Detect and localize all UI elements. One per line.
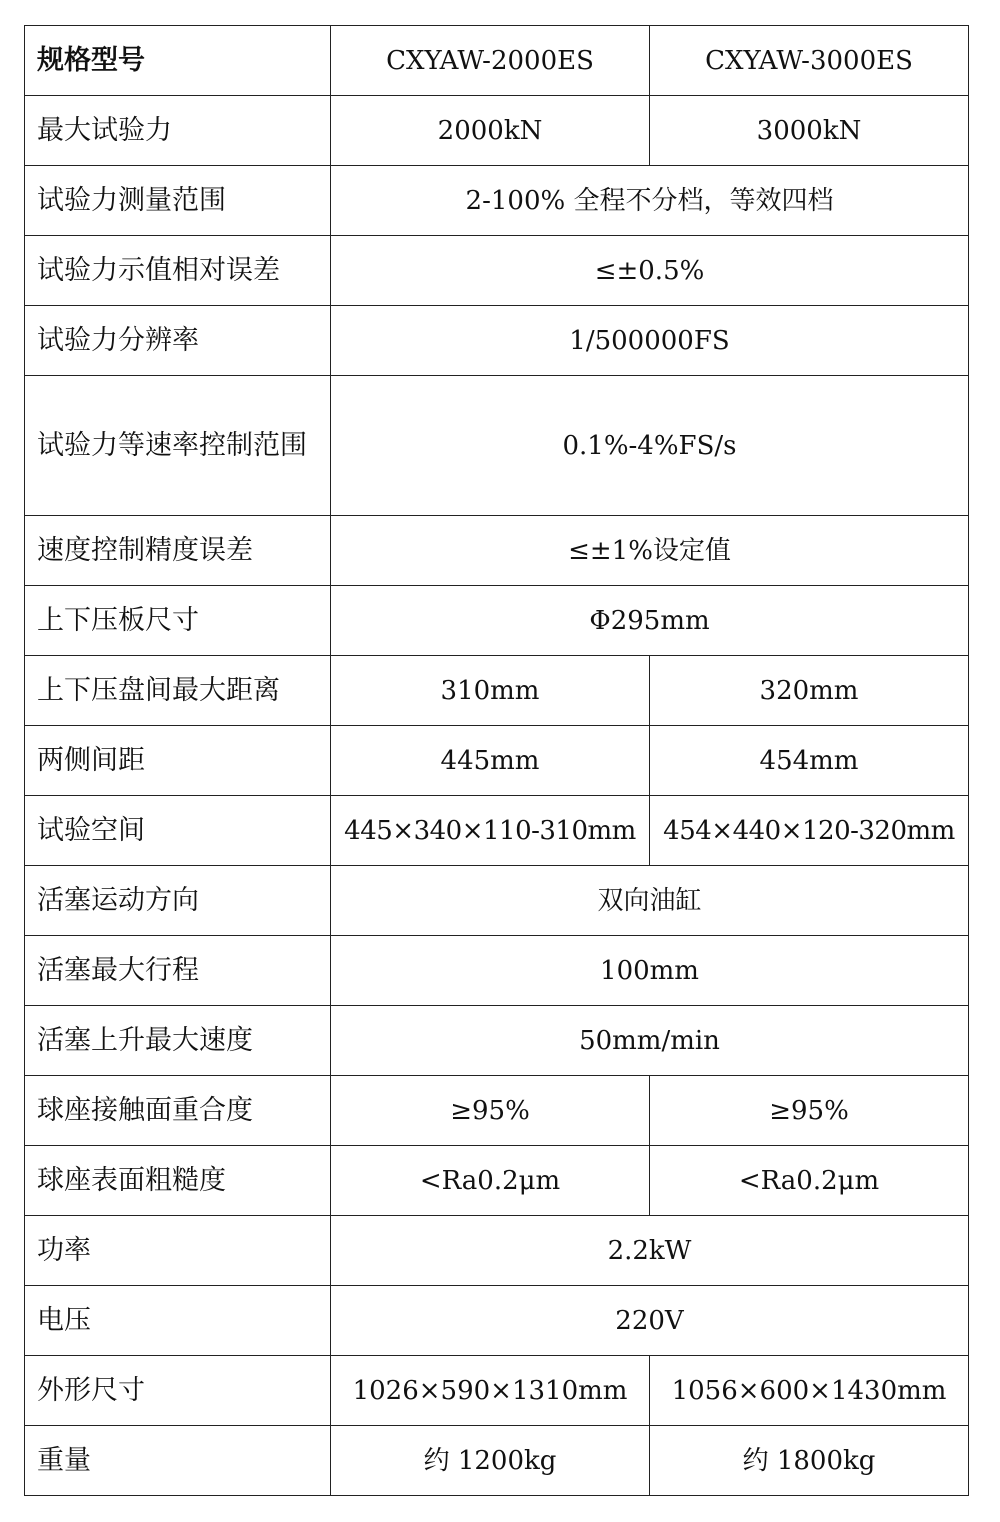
spec-label: 活塞上升最大速度: [25, 1006, 331, 1076]
spec-row: [25, 936, 969, 1006]
spec-value: 双向油缸: [331, 866, 969, 936]
spec-value: 220V: [331, 1286, 969, 1356]
model-name-1: CXYAW-2000ES: [331, 26, 650, 96]
header-label: 规格型号: [25, 26, 331, 96]
spec-row: [25, 866, 969, 936]
spec-value-model-1: <Ra0.2μm: [331, 1146, 650, 1216]
spec-label: 外形尺寸: [25, 1356, 331, 1426]
spec-label: 试验力分辨率: [25, 306, 331, 376]
spec-value: ≤±1%设定值: [331, 516, 969, 586]
spec-label: 上下压盘间最大距离: [25, 656, 331, 726]
spec-value-model-2: 454×440×120-320mm: [650, 796, 969, 866]
spec-value-model-2: 454mm: [650, 726, 969, 796]
spec-value-model-2: 约 1800kg: [650, 1426, 969, 1496]
spec-value-model-2: ≥95%: [650, 1076, 969, 1146]
spec-value-model-1: 约 1200kg: [331, 1426, 650, 1496]
spec-value-model-1: 2000kN: [331, 96, 650, 166]
spec-row: [25, 236, 969, 306]
spec-row: [25, 166, 969, 236]
spec-label: 球座表面粗糙度: [25, 1146, 331, 1216]
spec-value: Φ295mm: [331, 586, 969, 656]
spec-label: 两侧间距: [25, 726, 331, 796]
spec-value-model-2: 320mm: [650, 656, 969, 726]
spec-value-model-2: 1056×600×1430mm: [650, 1356, 969, 1426]
spec-value: 50mm/min: [331, 1006, 969, 1076]
spec-value-model-2: 3000kN: [650, 96, 969, 166]
spec-value-model-1: 1026×590×1310mm: [331, 1356, 650, 1426]
spec-value: 2.2kW: [331, 1216, 969, 1286]
spec-value: 100mm: [331, 936, 969, 1006]
spec-row: [25, 1006, 969, 1076]
spec-label: 电压: [25, 1286, 331, 1356]
spec-value-model-1: ≥95%: [331, 1076, 650, 1146]
spec-table: [24, 25, 969, 1496]
spec-label: 功率: [25, 1216, 331, 1286]
spec-value-model-2: <Ra0.2μm: [650, 1146, 969, 1216]
model-name-2: CXYAW-3000ES: [650, 26, 969, 96]
spec-row: [25, 796, 969, 866]
spec-label: 最大试验力: [25, 96, 331, 166]
spec-row: [25, 306, 969, 376]
spec-row: [25, 1146, 969, 1216]
spec-label: 上下压板尺寸: [25, 586, 331, 656]
spec-value: ≤±0.5%: [331, 236, 969, 306]
spec-row: [25, 376, 969, 516]
spec-row: [25, 1216, 969, 1286]
spec-row: [25, 726, 969, 796]
spec-label: 速度控制精度误差: [25, 516, 331, 586]
spec-label: 试验力示值相对误差: [25, 236, 331, 306]
spec-label: 球座接触面重合度: [25, 1076, 331, 1146]
spec-value-model-1: 445mm: [331, 726, 650, 796]
spec-value-model-1: 445×340×110-310mm: [331, 796, 650, 866]
spec-row: [25, 1076, 969, 1146]
spec-row: [25, 656, 969, 726]
spec-value-model-1: 310mm: [331, 656, 650, 726]
spec-label: 试验力等速率控制范围: [25, 376, 331, 516]
spec-row: [25, 586, 969, 656]
spec-label: 试验力测量范围: [25, 166, 331, 236]
spec-row: [25, 1426, 969, 1496]
spec-row: [25, 96, 969, 166]
spec-label: 活塞最大行程: [25, 936, 331, 1006]
spec-value: 1/500000FS: [331, 306, 969, 376]
spec-row: [25, 1286, 969, 1356]
spec-value: 2-100% 全程不分档，等效四档: [331, 166, 969, 236]
header-row: [25, 26, 969, 96]
spec-label: 重量: [25, 1426, 331, 1496]
spec-row: [25, 1356, 969, 1426]
spec-label: 试验空间: [25, 796, 331, 866]
spec-value: 0.1%-4%FS/s: [331, 376, 969, 516]
spec-label: 活塞运动方向: [25, 866, 331, 936]
spec-row: [25, 516, 969, 586]
